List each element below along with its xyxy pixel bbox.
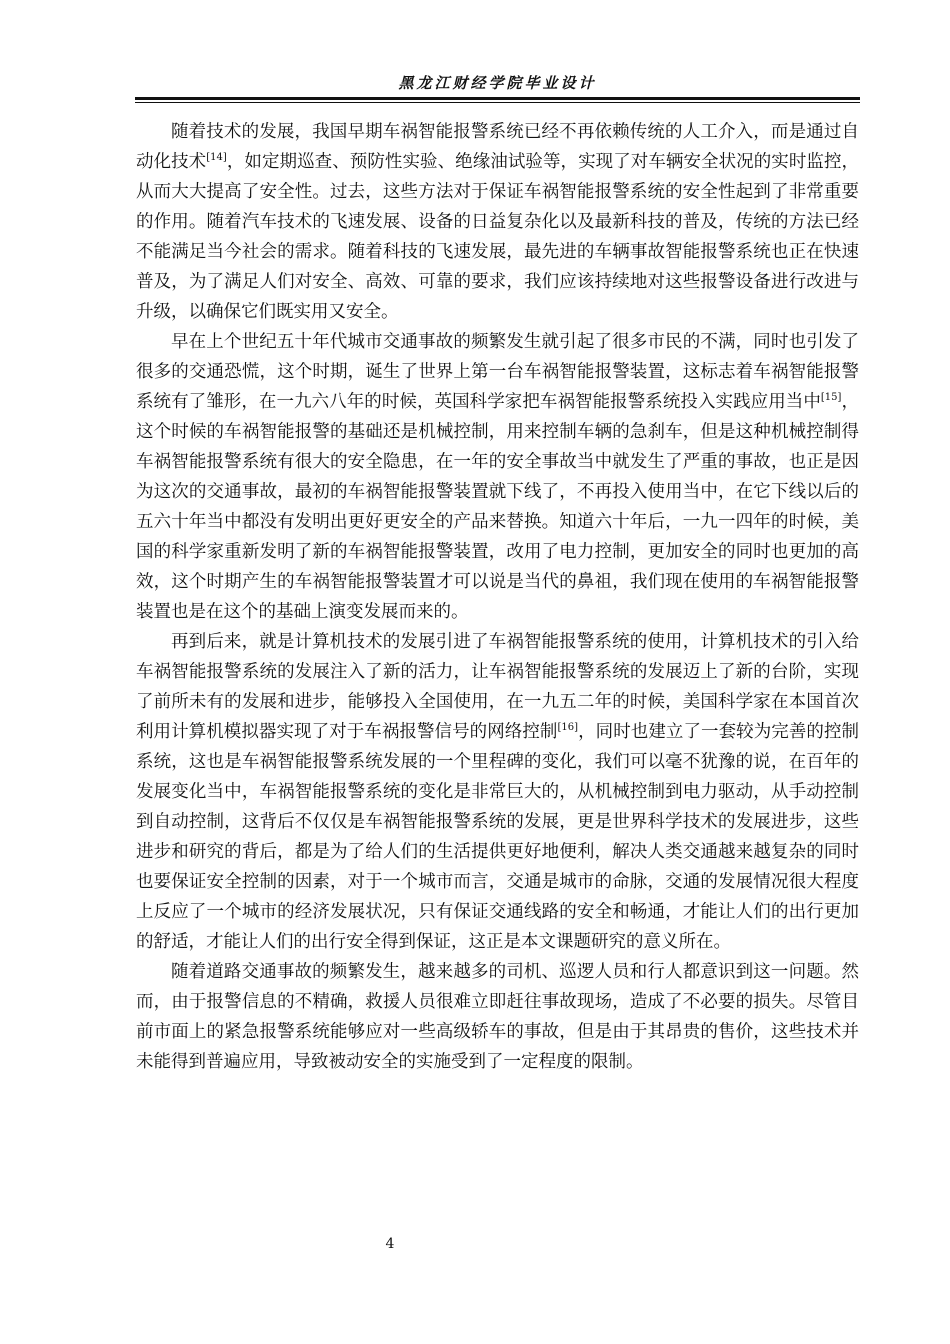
paragraph-text: ，如定期巡查、预防性实验、绝缘油试验等，实现了对车辆安全状况的实时监控，从而大大提高了安全性。过去，这些方法对于保证车祸智能报警系统的安全性起到了非常重要的作用。随着汽车技术的飞速发展、设备的日益复杂化以及最新科技的普及，传统的方法已经不能满足当今社会的需求。随着科技的飞速发展，最先进的车辆事故智能报警系统也正在快速普及，为了满足人们对安全、高效、可靠的要求，我们应该持续地对这些报警设备进行改进与升级，以确保它们既实用又安全。 xyxy=(136,152,860,322)
paragraph-text: ，这个时候的车祸智能报警的基础还是机械控制，用来控制车辆的急刹车，但是这种机械控制得车祸智能报警系统有很大的安全隐患，在一年的安全事故当中就发生了严重的事故，也正是因为这次的交通事故，最初的车祸智能报警装置就下线了，不再投入使用当中，在它下线以后的五六十年当中都没有发明出更好更安全的产品来替换。知道六十年后，一九一四年的时候，美国的科学家重新发明了新的车祸智能报警装置，改用了电力控制，更加安全的同时也更加的高效，这个时期产生的车祸智能报警装置才可以说是当代的鼻祖，我们现在使用的车祸智能报警装置也是在这个的基础上演变发展而来的。 xyxy=(136,392,859,622)
citation-ref: [15] xyxy=(820,392,842,403)
citation-ref: [14] xyxy=(206,152,227,163)
paragraph xyxy=(136,327,859,627)
paragraph xyxy=(136,957,859,1077)
header-divider-thick xyxy=(135,97,860,100)
paragraph xyxy=(136,627,859,957)
paragraph-text: 再到后来，就是计算机技术的发展引进了车祸智能报警系统的使用，计算机技术的引入给车祸智能报警系统的发展注入了新的活力，让车祸智能报警系统的发展迈上了新的台阶，实现了前所未有的发展和进步，能够投入全国使用，在一九五二年的时候，美国科学家在本国首次利用计算机模拟器实现了对于车祸报警信号的网络控制 xyxy=(136,632,859,742)
header-divider-thin xyxy=(135,102,860,103)
paragraph-text: 早在上个世纪五十年代城市交通事故的频繁发生就引起了很多市民的不满，同时也引发了很多的交通恐慌，这个时期，诞生了世界上第一台车祸智能报警装置，这标志着车祸智能报警系统有了雏形，在一九六八年的时候，英国科学家把车祸智能报警系统投入实践应用当中 xyxy=(136,332,859,412)
paragraph-text: 随着技术的发展，我国早期车祸智能报警系统已经不再依赖传统的人工介入，而是通过自动化技术 xyxy=(136,122,859,172)
citation-ref: [16] xyxy=(557,722,579,733)
paragraph-text: ，同时也建立了一套较为完善的控制系统，这也是车祸智能报警系统发展的一个里程碑的变化，我们可以毫不犹豫的说，在百年的发展变化当中，车祸智能报警系统的变化是非常巨大的，从机械控制到电力驱动，从手动控制到自动控制，这背后不仅仅是车祸智能报警系统的发展，更是世界科学技术的发展进步，这些进步和研究的背后，都是为了给人们的生活提供更好地便利，解决人类交通越来越复杂的同时也要保证安全控制的因素，对于一个城市而言，交通是城市的命脉，交通的发展情况很大程度上反应了一个城市的经济发展状况，只有保证交通线路的安全和畅通，才能让人们的出行更加的舒适，才能让人们的出行安全得到保证，这正是本文课题研究的意义所在。 xyxy=(136,722,860,952)
page-header-title: 黑龙江财经学院毕业设计 xyxy=(398,74,597,92)
paragraph-text: 随着道路交通事故的频繁发生，越来越多的司机、巡逻人员和行人都意识到这一问题。然而，由于报警信息的不精确，救援人员很难立即赶往事故现场，造成了不必要的损失。尽管目前市面上的紧急报警系统能够应对一些高级轿车的事故，但是由于其昂贵的售价，这些技术并未能得到普遍应用，导致被动安全的实施受到了一定程度的限制。 xyxy=(136,962,859,1072)
body-text xyxy=(136,117,859,1077)
page-number: 4 xyxy=(385,1236,395,1252)
paragraph xyxy=(136,117,859,327)
